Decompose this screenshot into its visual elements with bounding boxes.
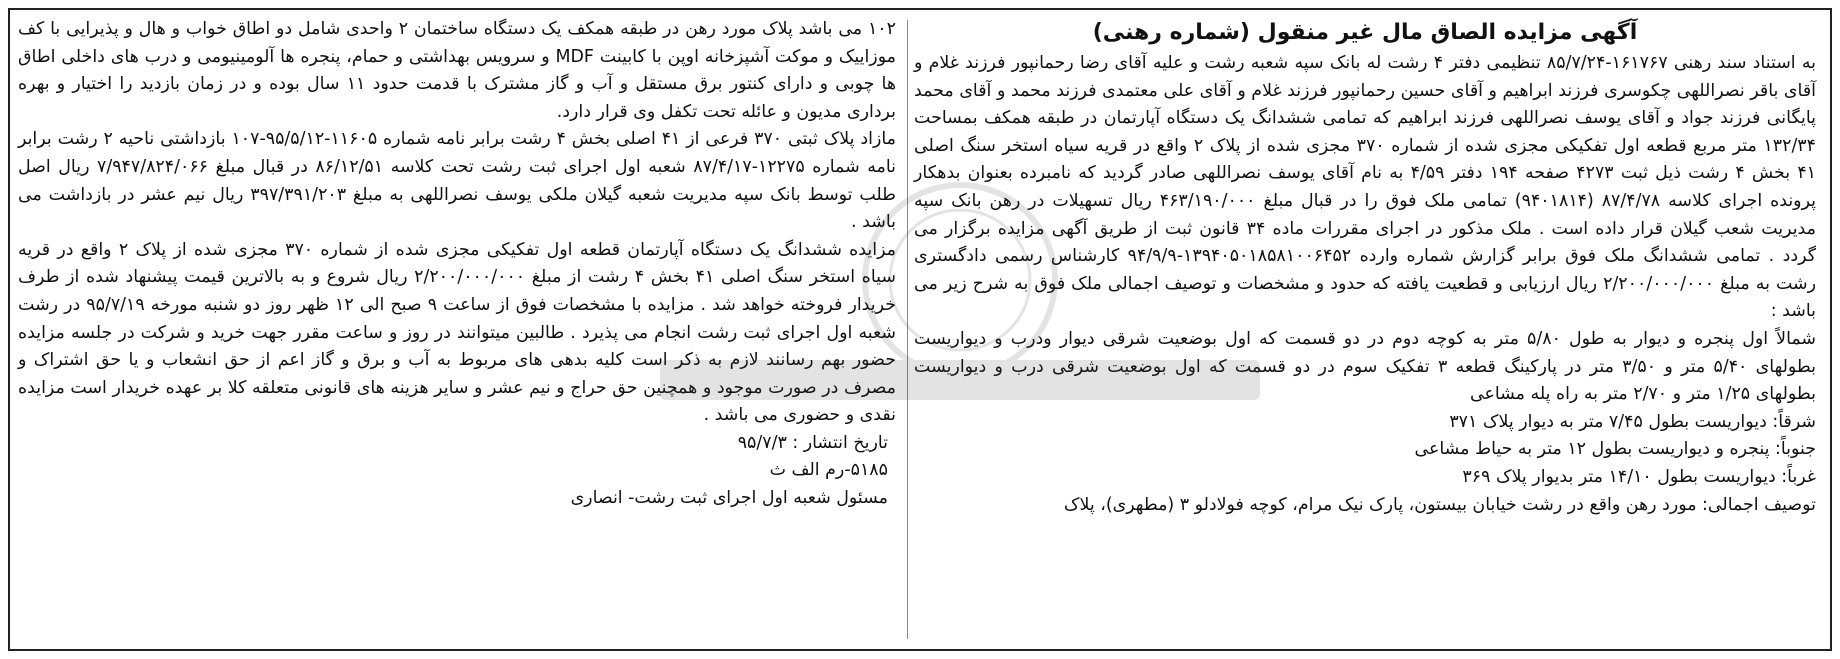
right-column [914,16,1816,643]
left-paragraph-2: مازاد پلاک ثبتی ۳۷۰ فرعی از ۴۱ اصلی بخش ۴ رشت برابر نامه شماره ۱۱۶۰۵-۹۵/۵/۱۲-۱۰۷ بازداشتی ناحیه ۲ رشت برابر نامه شماره ۱۲۲۷۵-۸۷/۴/۱۷ شعبه اول اجرای ثبت رشت تحت کلاسه ۸۶/۱۲/۵۱ در قبال مبلغ ۷/۹۴۷/۸۲۴/۰۶۶ ریال اصل طلب توسط بانک سپه مدیریت شعبه گیلان ملکی یوسف نصراللهی به مبلغ ۳۹۷/۳۹۱/۲۰۳ ریال نیم عشر در بازداشت می باشد . [18,129,897,233]
left-paragraph-1: ۱۰۲ می باشد پلاک مورد رهن در طبقه همکف یک دستگاه ساختمان ۲ واحدی شامل دو اطاق خواب و هال و پذیرایی با کف موزاییک و موکت آشپزخانه اوپن با کابینت MDF و سرویس بهداشتی و حمام، پنجره ها آلومینیومی و درب های داخلی اطاق ها چوبی و دارای کنتور برق مستقل و آب و گاز مشترک با قدمت حدود ۱۱ سال بوده و در زمان بازدید را اختیار و بهره برداری مدیون و عائله تحت تکفل وی قرار دارد. [18,19,896,122]
right-paragraph-1: به استناد سند رهنی ۱۶۱۷۶۷-۸۵/۷/۲۴ تنظیمی دفتر ۴ رشت له بانک سپه شعبه رشت و علیه آقای رضا رحمانپور فرزند غلام و آقای باقر نصراللهی چکوسری فرزند ابراهیم و آقای حسین رحمانپور فرزند غلام و آقای علی معتمدی فرزند محمد و آقای محمد پایگانی فرزند جواد و آقای یوسف نصراللهی فرزند ابراهیم که تمامی ششدانگ یک دستگاه آپارتمان در طبقه همکف بمساحت ۱۳۲/۳۴ متر مربع قطعه اول تفکیکی مجزی شده از شماره ۳۷۰ مجزی شده از پلاک ۲ واقع در قریه سیاه استخر سنگ اصلی ۴۱ بخش ۴ رشت ذیل ثبت ۴۲۷۳ صفحه ۱۹۴ دفتر ۴/۵۹ به نام آقای یوسف نصراللهی صادر گردید که نامبرده بعنوان بدهکار پرونده اجرای کلاسه ۸۷/۴/۷۸ (۹۴۰۱۸۱۴) تمامی ملک فوق را در قبال مبلغ ۴۶۳/۱۹۰/۰۰۰ ریال تسهیلات در رهن بانک سپه مدیریت شعب گیلان قرار داده است . ملک مذکور در اجرای مقررات ماده ۳۴ قانون ثبت از طریق آگهی مزایده برگزار می گردد . تمامی ششدانگ ملک فوق برابر گزارش شماره وارده ۱۳۹۴۰۵۰۱۸۵۸۱۰۰۶۴۵۲-۹۴/۹/۹ کارشناس رسمی دادگستری رشت به مبلغ ۲/۲۰۰/۰۰۰/۰۰۰ ریال ارزیابی و قطعیت یافته که حدود و مشخصات و توصیف اجمالی ملک فوق به شرح زیر می باشد : [914,53,1817,322]
boundary-east: شرقاً: دیواریست بطول ۷/۴۵ متر به دیوار پلاک ۳۷۱ [1449,411,1816,432]
brief-description: توصیف اجمالی: مورد رهن واقع در رشت خیابان بیستون، پارک نیک مرام، کوچه فولادلو ۳ (مطهری)، پلاک [1063,494,1816,515]
reference-code: ۵۱۸۵-رم الف ث [769,460,888,481]
footer [18,430,896,512]
left-body [18,16,896,430]
signature: مسئول شعبه اول اجرای ثبت رشت- انصاری [570,487,888,508]
left-column [18,16,896,643]
right-paragraph-2: شمالاً اول پنجره و دیوار به طول ۵/۸۰ متر به کوچه دوم در دو قسمت که اول بوضعیت شرقی دیوار ودرب و دیواریست بطولهای ۵/۴۰ متر و ۳/۵۰ متر در پارکینگ قطعه ۳ تفکیک سوم در دو قسمت که اول بوضعیت شرقی درب و دیواریست بطولهای ۱/۲۵ متر و ۲/۷۰ متر به راه پله مشاعی [914,328,1816,405]
notice-frame [8,8,1832,651]
boundary-south: جنوباً: پنجره و دیواریست بطول ۱۲ متر به حیاط مشاعی [1414,439,1816,460]
boundary-west: غرباً: دیواریست بطول ۱۴/۱۰ متر بدیوار پلاک ۳۶۹ [1462,466,1816,487]
right-body [914,50,1816,409]
notice-title: آگهی مزایده الصاق مال غیر منقول (شماره رهنی) [1092,20,1638,45]
column-divider [907,20,908,639]
left-paragraph-3: مزایده ششدانگ یک دستگاه آپارتمان قطعه اول تفکیکی مجزی شده از شماره ۳۷۰ مجزی شده از پلاک ۲ واقع در قریه سیاه استخر سنگ اصلی ۴۱ بخش ۴ رشت از مبلغ ۲/۲۰۰/۰۰۰/۰۰۰ ریال شروع و به بالاترین قیمت پیشنهاد شده از طرف خریدار فروخته خواهد شد . مزایده با مشخصات فوق از ساعت ۹ صبح الی ۱۲ ظهر روز دو شنبه مورخه ۹۵/۷/۱۹ در رشت شعبه اول اجرای ثبت رشت انجام می پذیرد . طالبین میتوانند در روز و ساعت مقرر جهت خرید و شرکت در جلسه مزایده حضور بهم رسانند لازم به ذکر است کلیه بدهی های مربوط به آب و برق و گاز اعم از حق انشعاب و یا حق اشتراک و مصرف در صورت موجود و همچنین حق حراج و نیم عشر و سایر هزینه های قانونی متعلقه کلا بر عهده خریدار است مزایده نقدی و حضوری می باشد . [18,239,896,426]
publish-date: تاریخ انتشار : ۹۵/۷/۳ [737,432,888,453]
